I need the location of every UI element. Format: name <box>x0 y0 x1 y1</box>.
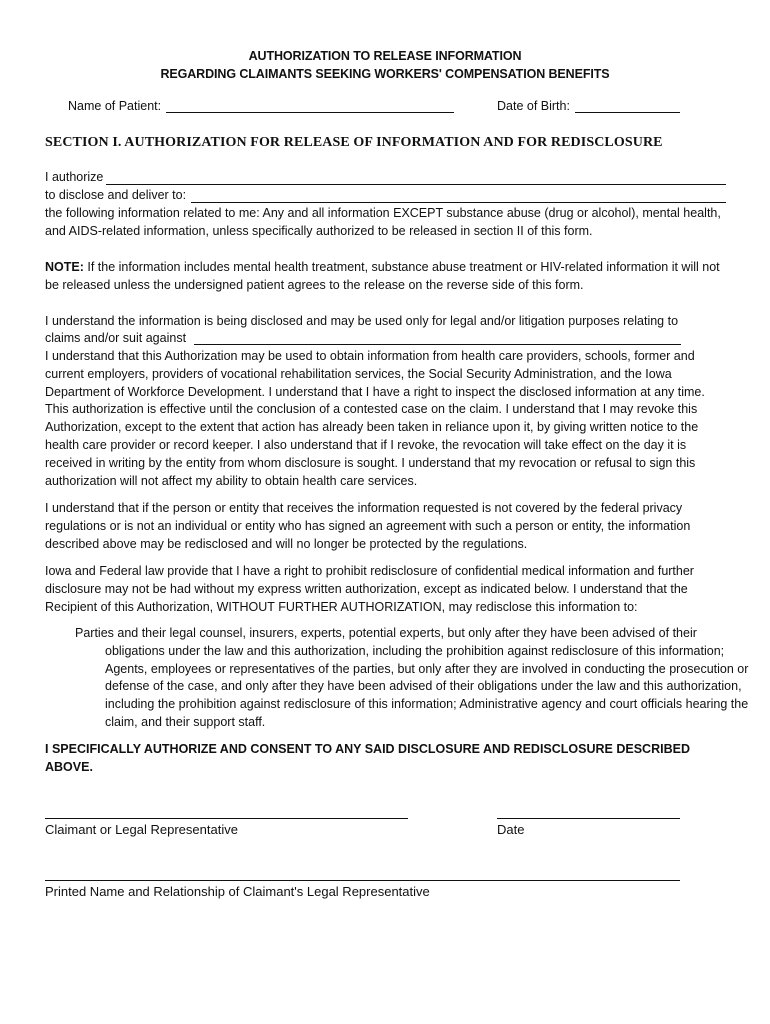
signature-date-label: Date <box>497 822 525 837</box>
authorize-party-field[interactable] <box>106 184 726 185</box>
claimant-signature-label: Claimant or Legal Representative <box>45 822 238 837</box>
note-label: NOTE: <box>45 260 84 274</box>
form-title-line1: AUTHORIZATION TO RELEASE INFORMATION <box>248 49 522 63</box>
printed-name-label: Printed Name and Relationship of Claimant's Legal Representative <box>45 884 430 899</box>
disclose-to-label: to disclose and deliver to: <box>45 188 187 202</box>
disclose-recipient-field[interactable] <box>191 202 726 203</box>
legal-purposes-text: I understand the information is being disclosed and may be used only for legal and/or litigation purposes relating to <box>45 314 679 328</box>
claims-against-field[interactable] <box>194 344 681 345</box>
section-1-heading: SECTION I. AUTHORIZATION FOR RELEASE OF INFORMATION AND FOR REDISCLOSURE <box>45 135 663 150</box>
note-paragraph <box>45 259 730 295</box>
printed-name-field[interactable] <box>45 880 680 881</box>
claimant-signature-field[interactable] <box>45 818 408 819</box>
claims-against-label: claims and/or suit against <box>45 331 187 345</box>
date-of-birth-field[interactable] <box>575 112 680 113</box>
iowa-law-paragraph: Iowa and Federal law provide that I have a right to prohibit redisclosure of confidential medical information and further disclosure may not be had without my express written authorization, except as indicated below. I understand that the Recipient of this Authorization, WITHOUT FURTHER AUTHORIZATION, may redisclose this information to: <box>45 564 694 614</box>
signature-date-field[interactable] <box>497 818 680 819</box>
federal-privacy-paragraph: I understand that if the person or entity that receives the information requested is not covered by the federal privacy regulations or is not an individual or entity who has signed an agreement with such a person or entity, the information described above may be redisclosed and will no longer be protected by the regulations. <box>45 501 691 551</box>
date-of-birth-label: Date of Birth: <box>497 99 570 113</box>
following-information-text: the following information related to me: Any and all information EXCEPT substance abuse (drug or alcohol), mental health, and AIDS-related information, unless specifically authorized to be released in section II of this form. <box>45 206 721 238</box>
form-title-line2: REGARDING CLAIMANTS SEEKING WORKERS' COMPENSATION BENEFITS <box>160 67 610 81</box>
parties-paragraph: Parties and their legal counsel, insurers, experts, potential experts, but only after they have been advised of their obligations under the law and this authorization, including the prohibition against redisclosure of this information; Agents, employees or representatives of the parties, but only after they are involved in conducting the prosecution or defense of the case, and only after they have been advised of their obligations under the law and this authorization, including the prohibition against redisclosure of this information; Administrative agency and court officials hearing the claim, and their support staff. <box>75 626 749 729</box>
authorize-label: I authorize <box>45 170 104 184</box>
patient-name-label: Name of Patient: <box>68 99 162 113</box>
consent-statement: I SPECIFICALLY AUTHORIZE AND CONSENT TO ANY SAID DISCLOSURE AND REDISCLOSURE DESCRIBED ABOVE. <box>45 742 690 774</box>
note-text: If the information includes mental health treatment, substance abuse treatment or HIV-related information it will not be released unless the undersigned patient agrees to the release on the reverse side of this form. <box>45 260 720 292</box>
patient-name-field[interactable] <box>166 112 454 113</box>
authorization-use-paragraph: I understand that this Authorization may be used to obtain information from health care providers, schools, former and current employers, providers of vocational rehabilitation services, the Social Security Administration, and the Iowa Department of Workforce Development. I understand that I have a right to inspect the disclosed information at any time. This authorization is effective until the conclusion of a contested case on the claim. I understand that I may revoke this Authorization, except to the extent that action has already been taken in reliance upon it, by giving written notice to the health care provider or record keeper. I also understand that if I revoke, the revocation will take effect on the day it is received in writing by the entity from whom disclosure is sought. I understand that my revocation or refusal to sign this authorization will not affect my ability to obtain health care services. <box>45 349 705 488</box>
